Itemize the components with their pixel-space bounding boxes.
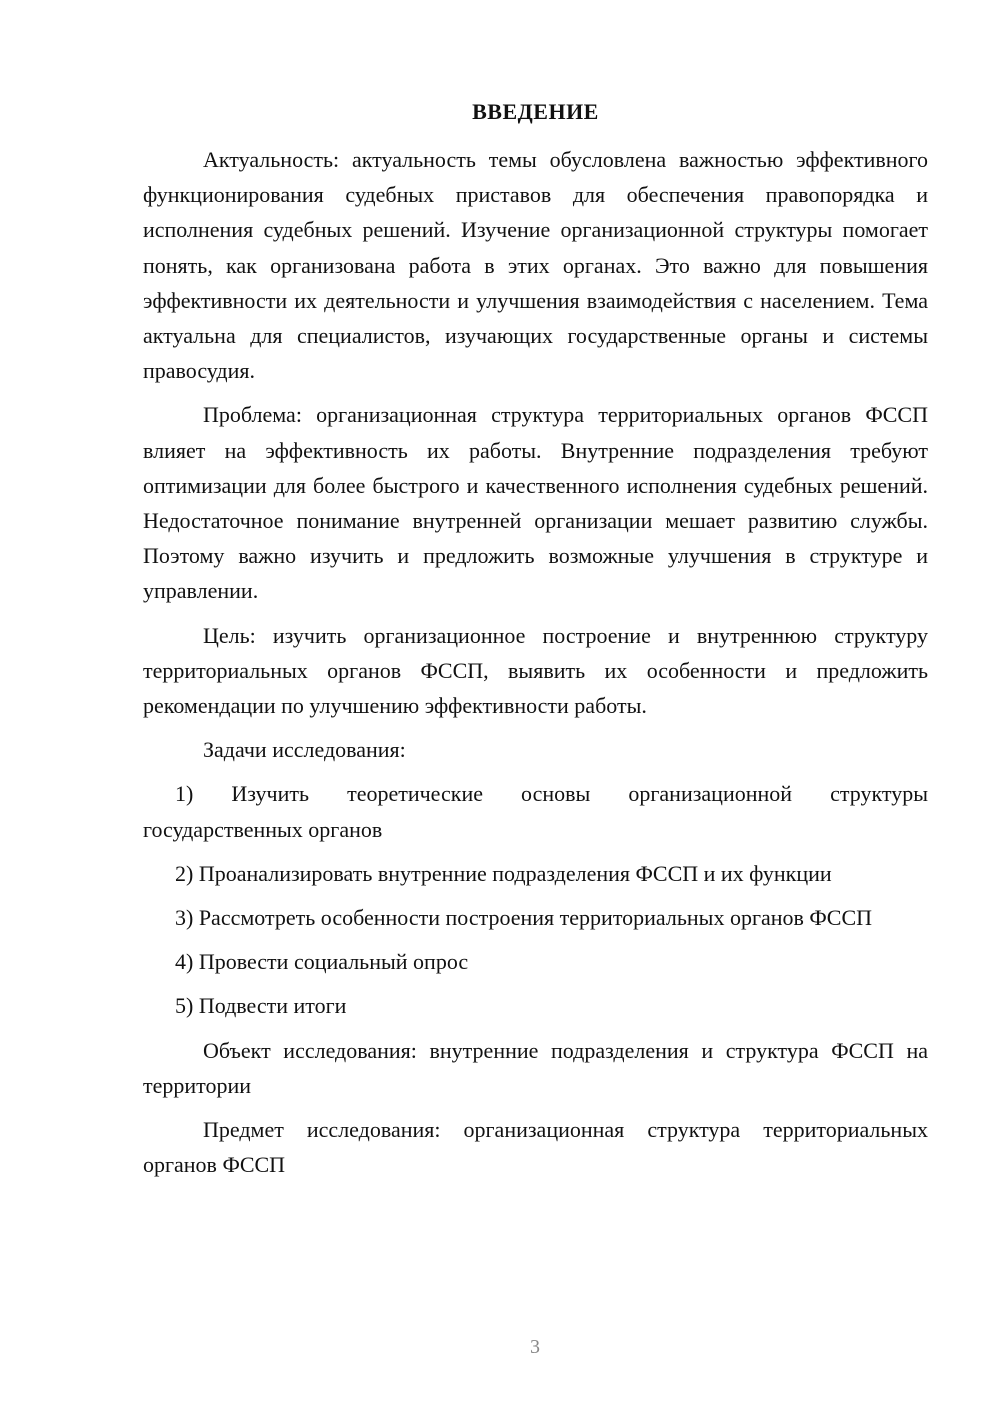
paragraph-relevance: Актуальность: актуальность темы обусловлена важностью эффективного функционирования судебных приставов для обеспечения правопорядка и исполнения судебных решений. Изучение организационной структуры помогает понять, как организована работа в этих органах. Это важно для повышения эффективности их деятельности и улучшения взаимодействия с населением. Тема актуальна для специалистов, изучающих государственные органы и системы правосудия. (143, 147, 928, 384)
task-item-3: 3) Рассмотреть особенности построения территориальных органов ФССП (175, 905, 873, 931)
task-item-5: 5) Подвести итоги (175, 993, 347, 1019)
paragraph-problem: Проблема: организационная структура территориальных органов ФССП влияет на эффективность их работы. Внутренние подразделения требуют оптимизации для более быстрого и качественного исполнения судебных решений. Недостаточное понимание внутренней организации мешает развитию службы. Поэтому важно изучить и предложить возможные улучшения в структуре и управлении. (143, 402, 928, 604)
task-list (143, 776, 928, 1023)
task-item-4: 4) Провести социальный опрос (175, 949, 469, 975)
section-heading: ВВЕДЕНИЕ (472, 99, 599, 124)
page-number: 3 (530, 1336, 540, 1358)
task-item-2: 2) Проанализировать внутренние подразделения ФССП и их функции (175, 860, 832, 886)
task-item-1: 1) Изучить теоретические основы организационной структуры государственных органов (143, 781, 928, 842)
paragraph-goal: Цель: изучить организационное построение и внутреннюю структуру территориальных органов ФССП, выявить их особенности и предложить рекомендации по улучшению эффективности работы. (143, 622, 928, 719)
paragraph-tasks-intro: Задачи исследования: (203, 737, 406, 763)
paragraph-object: Объект исследования: внутренние подразделения и структура ФССП на территории (143, 1037, 928, 1098)
document-body (143, 142, 928, 1191)
paragraph-subject: Предмет исследования: организационная структура территориальных органов ФССП (143, 1117, 928, 1178)
